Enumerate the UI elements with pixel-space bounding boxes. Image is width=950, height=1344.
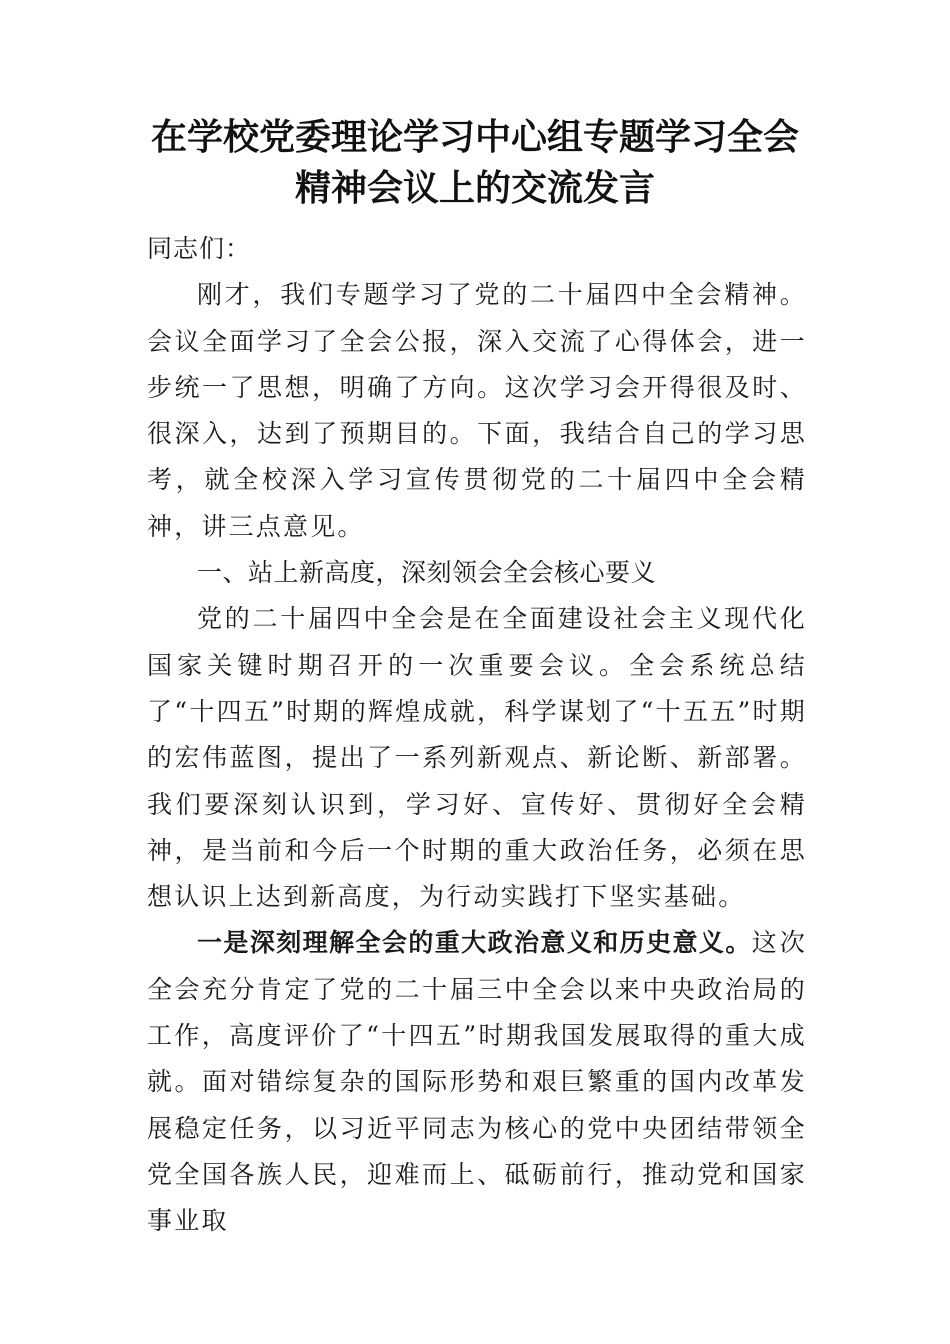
title-line-2: 精神会议上的交流发言 — [294, 167, 655, 209]
section-1-paragraph: 党的二十届四中全会是在全面建设社会主义现代化国家关键时期召开的一次重要会议。全会系统总结了“十四五”时期的辉煌成就，科学谋划了“十五五”时期的宏伟蓝图，提出了一系列新观点、新论断、新部署。我们要深刻认识到，学习好、宣传好、贯彻好全会精神，是当前和今后一个时期的重大政治任务，必须在思想认识上达到新高度，为行动实践打下坚实基础。 — [147, 604, 807, 912]
document-body — [147, 226, 807, 1245]
document-title — [100, 112, 850, 214]
point-1-lead: 一是深刻理解全会的重大政治意义和历史意义。 — [197, 928, 752, 958]
intro-paragraph: 刚才，我们专题学习了党的二十届四中全会精神。会议全面学习了全会公报，深入交流了心得体会，进一步统一了思想，明确了方向。这次学习会开得很及时、很深入，达到了预期目的。下面，我结合自己的学习思考，就全校深入学习宣传贯彻党的二十届四中全会精神，讲三点意见。 — [147, 280, 807, 541]
point-1-text: 这次全会充分肯定了党的二十届三中全会以来中央政治局的工作，高度评价了“十四五”时期我国发展取得的重大成就。面对错综复杂的国际形势和艰巨繁重的国内改革发展稳定任务，以习近平同志为核心的党中央团结带领全党全国各族人民，迎难而上、砥砺前行，推动党和国家事业取 — [147, 928, 807, 1236]
salutation: 同志们： — [147, 234, 252, 263]
point-1-paragraph — [147, 920, 807, 1244]
section-1-heading: 一、站上新高度，深刻领会全会核心要义 — [197, 558, 657, 588]
title-line-1: 在学校党委理论学习中心组专题学习全会 — [150, 116, 799, 158]
